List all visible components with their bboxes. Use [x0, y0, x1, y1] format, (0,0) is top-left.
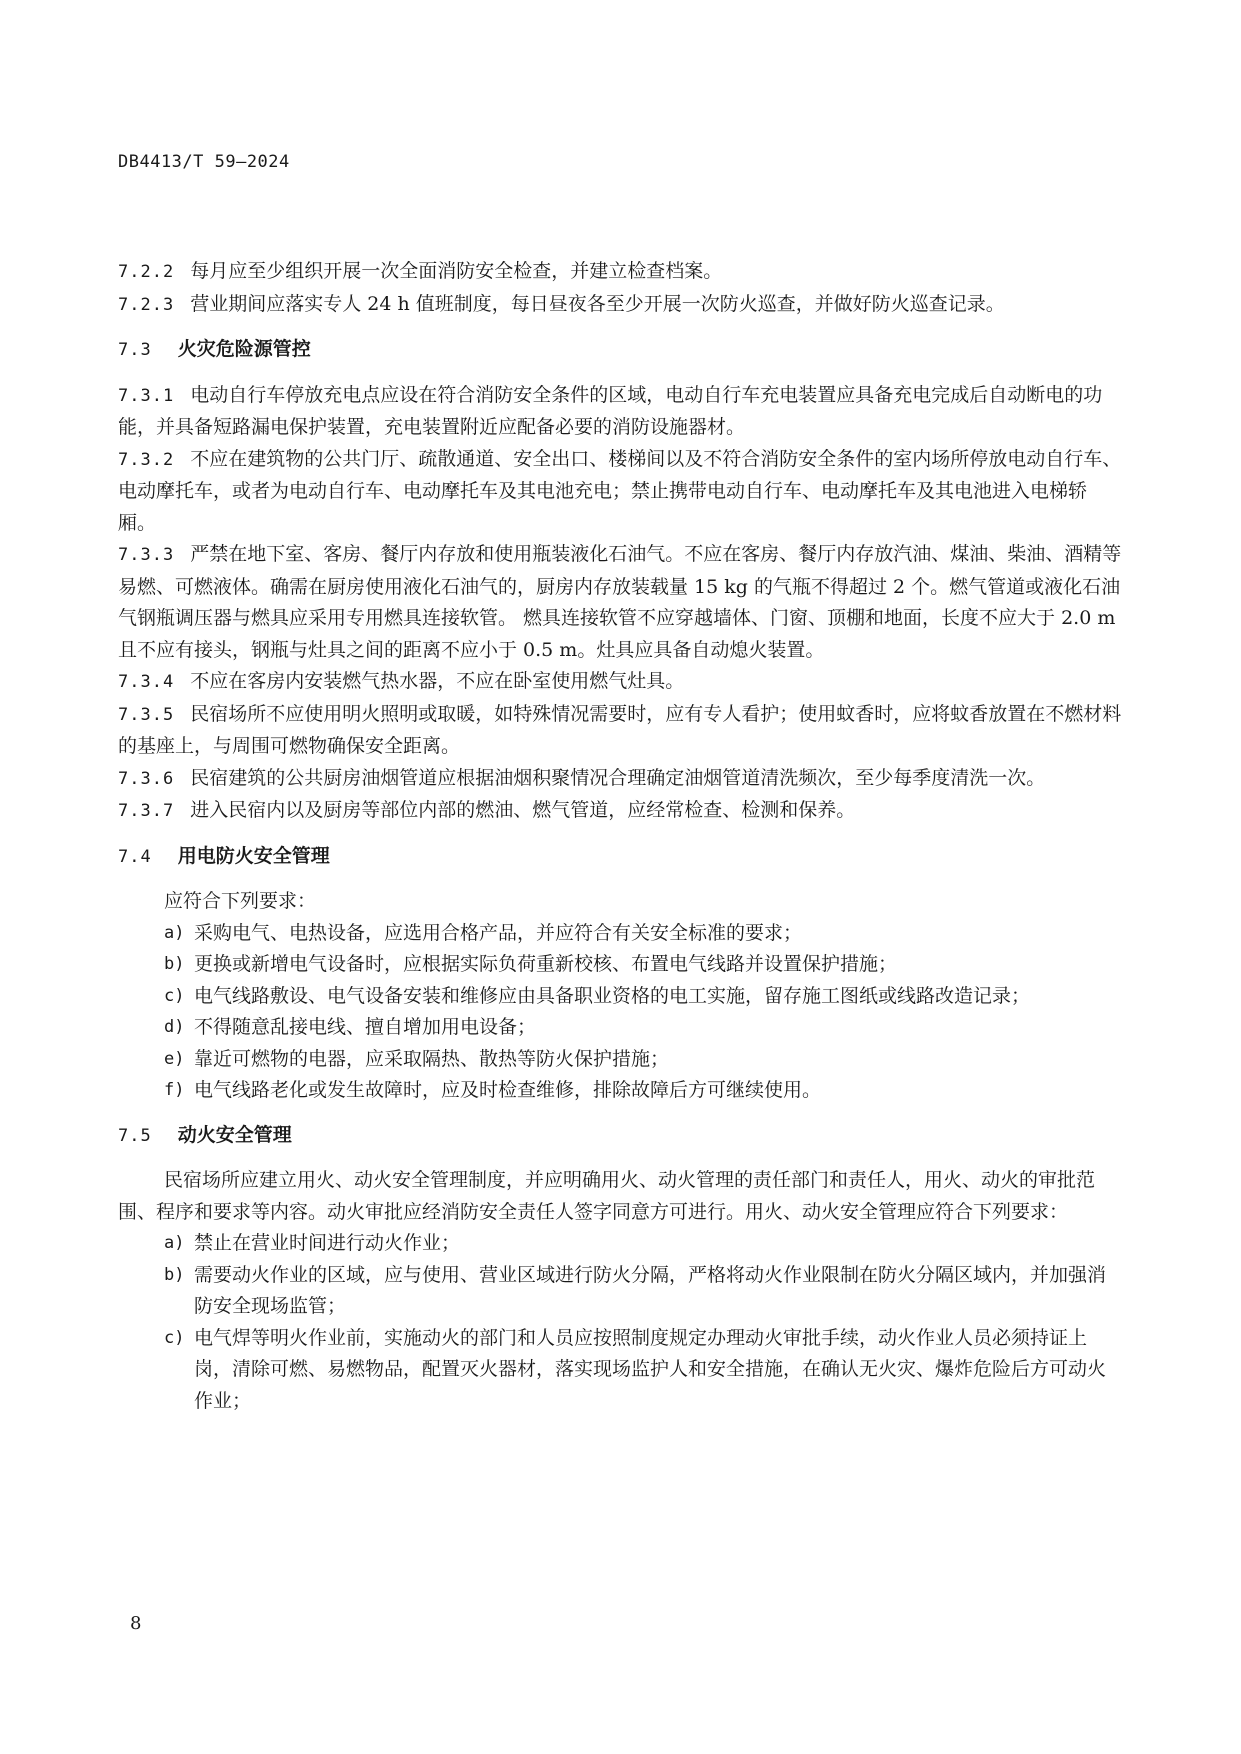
section-number: 7.4 [118, 846, 152, 867]
section-title: 火灾危险源管控 [177, 338, 311, 360]
section-number: 7.3 [118, 340, 152, 360]
list-text: 电气线路老化或发生故障时，应及时检查维修，排除故障后方可继续使用。 [194, 1079, 822, 1101]
list-letter: a) [164, 1233, 185, 1253]
clause-number: 7.2.3 [118, 294, 175, 315]
list-letter: b) [164, 954, 185, 974]
clause-7-3-5 [118, 699, 1124, 763]
clause-7-3-6 [118, 763, 1124, 796]
section-heading-7-3 [118, 334, 1124, 367]
list-letter: e) [164, 1048, 185, 1069]
list-item [164, 1044, 1124, 1076]
list-item [164, 981, 1124, 1013]
clause-7-2-2 [118, 256, 1124, 289]
list-letter: f) [164, 1080, 185, 1100]
list-item [164, 1323, 1124, 1418]
list-item [164, 1228, 1124, 1260]
list-text: 需要动火作业的区域，应与使用、营业区域进行防火分隔，严格将动火作业限制在防火分隔区域内，并加强消防安全现场监管； [194, 1263, 1107, 1317]
list-item [164, 1075, 1124, 1107]
clause-7-3-1 [118, 380, 1124, 444]
list-letter: b) [164, 1264, 185, 1285]
clause-text: 民宿场所不应使用明火照明或取暖，如特殊情况需要时，应有专人看护；使用蚊香时，应将蚊香放置在不燃材料的基座上，与周围可燃物确保安全距离。 [118, 702, 1122, 757]
section-intro: 民宿场所应建立用火、动火安全管理制度，并应明确用火、动火管理的责任部门和责任人，用火、动火的审批范围、程序和要求等内容。动火审批应经消防安全责任人签字同意方可进行。用火、动火安全管理应符合下列要求： [118, 1169, 1096, 1223]
clause-text: 营业期间应落实专人 24 h 值班制度，每日昼夜各至少开展一次防火巡查，并做好防火巡查记录。 [190, 292, 1005, 315]
clause-number: 7.3.7 [118, 801, 175, 821]
list-letter: d) [164, 1017, 185, 1037]
clause-number: 7.3.5 [118, 704, 175, 725]
section-intro: 应符合下列要求： [164, 890, 317, 912]
list-item [164, 1260, 1124, 1323]
clause-7-3-4 [118, 666, 1124, 699]
clause-number: 7.2.2 [118, 262, 175, 282]
clause-text: 每月应至少组织开展一次全面消防安全检查，并建立检查档案。 [190, 260, 723, 282]
clause-7-3-3 [118, 539, 1124, 666]
document-body [118, 256, 1124, 1417]
clause-7-2-3 [118, 289, 1124, 322]
list-item [164, 918, 1124, 950]
requirement-list-7-4 [118, 918, 1124, 1107]
section-title: 动火安全管理 [177, 1123, 292, 1146]
list-text: 靠近可燃物的电器，应采取隔热、散热等防火保护措施； [194, 1047, 670, 1070]
clause-7-3-7 [118, 795, 1124, 828]
clause-text: 不应在建筑物的公共门厅、疏散通道、安全出口、楼梯间以及不符合消防安全条件的室内场所停放电动自行车、电动摩托车，或者为电动自行车、电动摩托车及其电池充电；禁止携带电动自行车、电动摩托车及其电池进入电梯轿厢。 [118, 447, 1122, 534]
clause-text: 不应在客房内安装燃气热水器，不应在卧室使用燃气灶具。 [190, 670, 685, 692]
clause-number: 7.3.6 [118, 768, 175, 789]
clause-text: 民宿建筑的公共厨房油烟管道应根据油烟积聚情况合理确定油烟管道清洗频次，至少每季度清洗一次。 [190, 766, 1046, 789]
list-text: 不得随意乱接电线、擅自增加用电设备； [194, 1016, 537, 1038]
list-letter: c) [164, 1327, 185, 1348]
clause-number: 7.3.2 [118, 449, 175, 470]
section-heading-7-4 [118, 841, 1124, 874]
clause-text: 进入民宿内以及厨房等部位内部的燃油、燃气管道，应经常检查、检测和保养。 [190, 799, 856, 821]
list-item [164, 1012, 1124, 1044]
list-text: 禁止在营业时间进行动火作业； [194, 1232, 461, 1254]
document-code: DB4413/T 59—2024 [118, 152, 290, 172]
clause-text: 严禁在地下室、客房、餐厅内存放和使用瓶装液化石油气。不应在客房、餐厅内存放汽油、煤油、柴油、酒精等易燃、可燃液体。确需在厨房使用液化石油气的，厨房内存放装载量 15 kg 的气瓶不得超过 2 个。燃气管道或液化石油气钢瓶调压器与燃具应采用专用燃具连接软管。 燃具连接软管不应穿越墙体、门窗、顶棚和地面，长度不应大于 2.0 m 且不应有接头，钢瓶与灶具之间的距离不应小于 0.5 m。灶具应具备自动熄火装置。 [118, 543, 1122, 661]
section-number: 7.5 [118, 1125, 152, 1146]
list-text: 更换或新增电气设备时，应根据实际负荷重新校核、布置电气线路并设置保护措施； [194, 953, 898, 975]
list-text: 采购电气、电热设备，应选用合格产品，并应符合有关安全标准的要求； [194, 921, 803, 944]
list-text: 电气线路敷设、电气设备安装和维修应由具备职业资格的电工实施，留存施工图纸或线路改造记录； [194, 984, 1031, 1007]
clause-number: 7.3.3 [118, 545, 175, 565]
requirement-list-7-5 [118, 1228, 1124, 1417]
section-heading-7-5 [118, 1120, 1124, 1153]
list-letter: c) [164, 985, 185, 1006]
section-title: 用电防火安全管理 [177, 844, 330, 867]
clause-number: 7.3.1 [118, 385, 175, 406]
list-item [164, 949, 1124, 981]
clause-7-3-2 [118, 444, 1124, 540]
clause-text: 电动自行车停放充电点应设在符合消防安全条件的区域，电动自行车充电装置应具备充电完成后自动断电的功能，并具备短路漏电保护装置，充电装置附近应配备必要的消防设施器材。 [118, 383, 1103, 438]
list-text: 电气焊等明火作业前，实施动火的部门和人员应按照制度规定办理动火审批手续，动火作业人员必须持证上岗，清除可燃、易燃物品，配置灭火器材，落实现场监护人和安全措施，在确认无火灾、爆炸危险后方可动火作业； [194, 1326, 1107, 1412]
clause-number: 7.3.4 [118, 672, 175, 692]
page-number: 8 [130, 1613, 142, 1634]
list-letter: a) [164, 922, 185, 943]
